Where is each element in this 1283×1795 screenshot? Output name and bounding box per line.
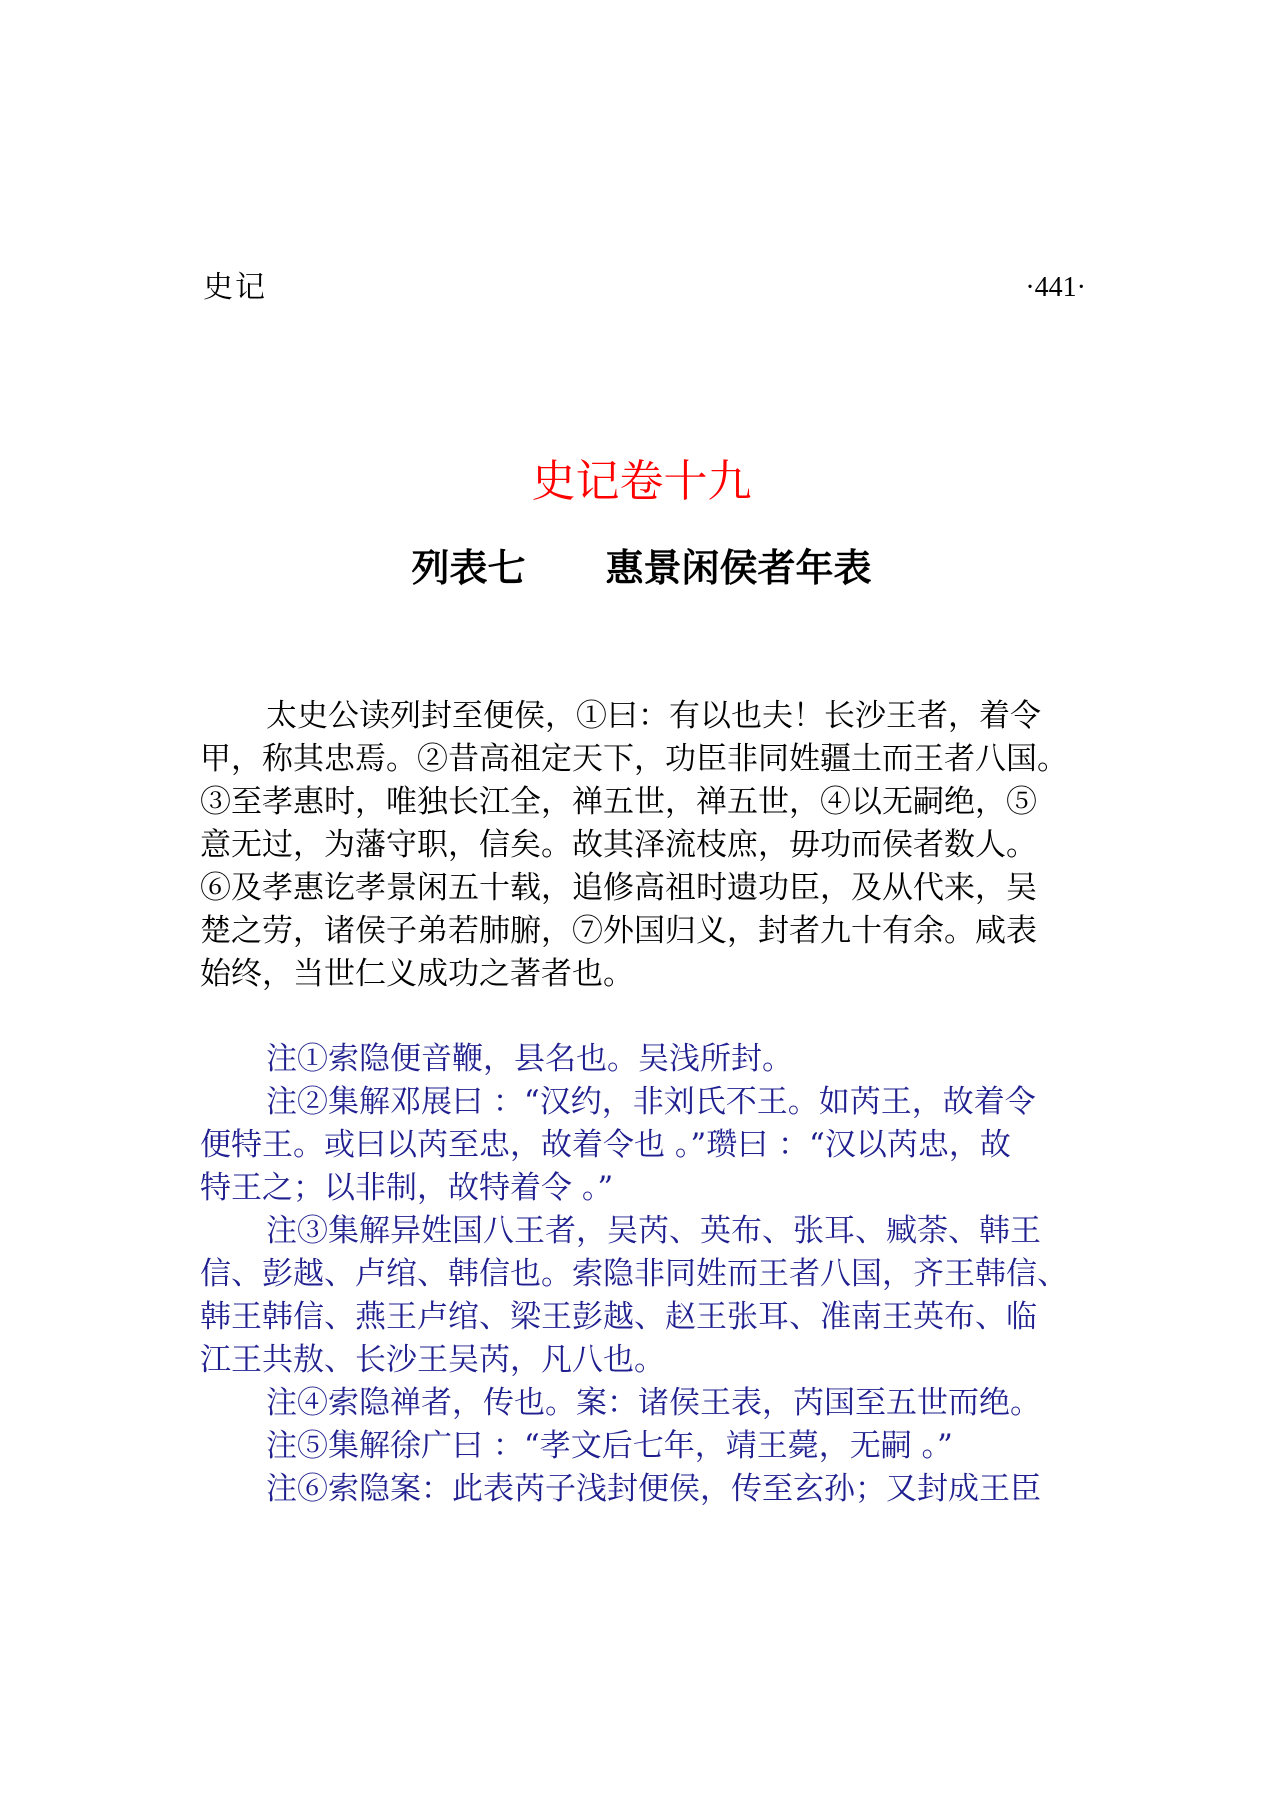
main-text-line: ③至孝惠时，唯独长江全，禅五世，禅五世，④以无嗣绝，⑤ [200, 784, 1037, 820]
note-line: 注②集解邓展曰 ：“汉约，非刘氏不王。如芮王，故着令 [266, 1084, 1036, 1120]
main-text [200, 695, 1100, 996]
main-text-line: 楚之劳，诸侯子弟若肺腑，⑦外国归义，封者九十有余。咸表 [200, 913, 1037, 949]
note-line: 注⑥索隐案：此表芮子浅封便侯，传至玄孙；又封成王臣 [266, 1471, 1041, 1507]
note-line: 特王之；以非制，故特着令 。” [200, 1170, 614, 1206]
main-text-line: 太史公读列封至便侯，①曰：有以也夫！长沙王者，着令 [266, 698, 1041, 734]
note-line: 注⑤集解徐广曰 ：“孝文后七年，靖王薨，无嗣 。” [266, 1428, 953, 1464]
main-text-line: ⑥及孝惠讫孝景闲五十载，追修高祖时遗功臣，及从代来，吴 [200, 870, 1037, 906]
chapter-name: 惠景闲侯者年表 [605, 546, 872, 590]
note-line: 注③集解异姓国八王者，吴芮、英布、张耳、臧荼、韩王 [266, 1213, 1041, 1249]
note-line: 韩王韩信、燕王卢绾、梁王彭越、赵王张耳、准南王英布、临 [200, 1299, 1037, 1335]
chapter-part: 列表七 [411, 546, 526, 590]
note-line: 便特王。或曰以芮至忠，故着令也 。”瓒曰 ：“汉以芮忠，故 [200, 1127, 1011, 1163]
main-text-line: 甲，称其忠焉。②昔高祖定天下，功臣非同姓疆土而王者八国。 [200, 741, 1068, 777]
volume-title: 史记卷十九 [531, 456, 752, 507]
note-line: 江王共敖、长沙王吴芮，凡八也。 [200, 1342, 665, 1378]
note-line: 信、彭越、卢绾、韩信也。索隐非同姓而王者八国，齐王韩信、 [200, 1256, 1068, 1292]
main-text-line: 意无过，为藩守职，信矣。故其泽流枝庶，毋功而侯者数人。 [200, 827, 1037, 863]
note-line: 注①索隐便音鞭，县名也。吴浅所封。 [266, 1041, 793, 1077]
note-line: 注④索隐禅者，传也。案：诸侯王表，芮国至五世而绝。 [266, 1385, 1041, 1421]
chapter-title [0, 540, 1283, 596]
page-number: ·441· [1025, 272, 1086, 303]
annotation-notes [200, 1038, 1100, 1511]
main-text-line: 始终，当世仁义成功之著者也。 [200, 956, 634, 992]
running-header-book-title: 史记 [203, 270, 267, 305]
